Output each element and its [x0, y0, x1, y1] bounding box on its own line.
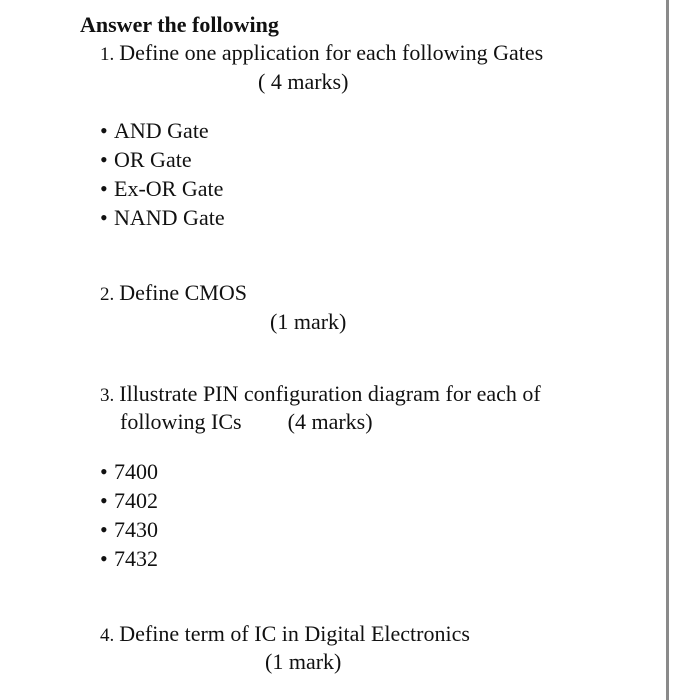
gate-or: OR Gate: [114, 147, 192, 172]
ic-7400: 7400: [114, 459, 158, 484]
question-3: [100, 381, 541, 409]
question-3-marks: (4 marks): [287, 409, 373, 434]
question-3-text-line2: following ICs: [120, 409, 242, 434]
question-4-number: 4.: [100, 625, 115, 646]
question-2-text: Define CMOS: [119, 280, 247, 305]
question-1: [100, 40, 543, 68]
bullet-icon: •: [100, 118, 108, 143]
question-2-number: 2.: [100, 284, 115, 305]
question-1-number: 1.: [100, 44, 115, 65]
bullet-icon: •: [100, 147, 108, 172]
list-item: [100, 488, 158, 514]
gate-and: AND Gate: [114, 118, 209, 143]
ic-7402: 7402: [114, 488, 158, 513]
question-2: [100, 280, 247, 308]
list-item: [100, 459, 158, 485]
question-4-text: Define term of IC in Digital Electronics: [119, 621, 470, 646]
list-item: [100, 517, 158, 543]
list-item: [100, 205, 225, 231]
list-item: [100, 147, 192, 173]
bullet-icon: •: [100, 205, 108, 230]
bullet-icon: •: [100, 459, 108, 484]
bullet-icon: •: [100, 517, 108, 542]
bullet-icon: •: [100, 488, 108, 513]
list-item: [100, 546, 158, 572]
question-2-marks: (1 mark): [270, 309, 347, 334]
bullet-icon: •: [100, 546, 108, 571]
ic-7432: 7432: [114, 546, 158, 571]
ic-7430: 7430: [114, 517, 158, 542]
page-heading: Answer the following: [80, 12, 279, 37]
right-border-line: [666, 0, 669, 700]
question-4-marks: (1 mark): [265, 649, 342, 674]
list-item: [100, 176, 223, 202]
gate-exor: Ex-OR Gate: [114, 176, 224, 201]
question-3-line2: [120, 409, 373, 435]
bullet-icon: •: [100, 176, 108, 201]
gate-nand: NAND Gate: [114, 205, 225, 230]
question-4: [100, 621, 470, 649]
question-1-marks: ( 4 marks): [258, 69, 349, 94]
list-item: [100, 118, 209, 144]
question-1-text: Define one application for each following Gates: [119, 40, 544, 65]
question-3-number: 3.: [100, 385, 115, 406]
question-3-text: Illustrate PIN configuration diagram for each of: [119, 381, 541, 406]
